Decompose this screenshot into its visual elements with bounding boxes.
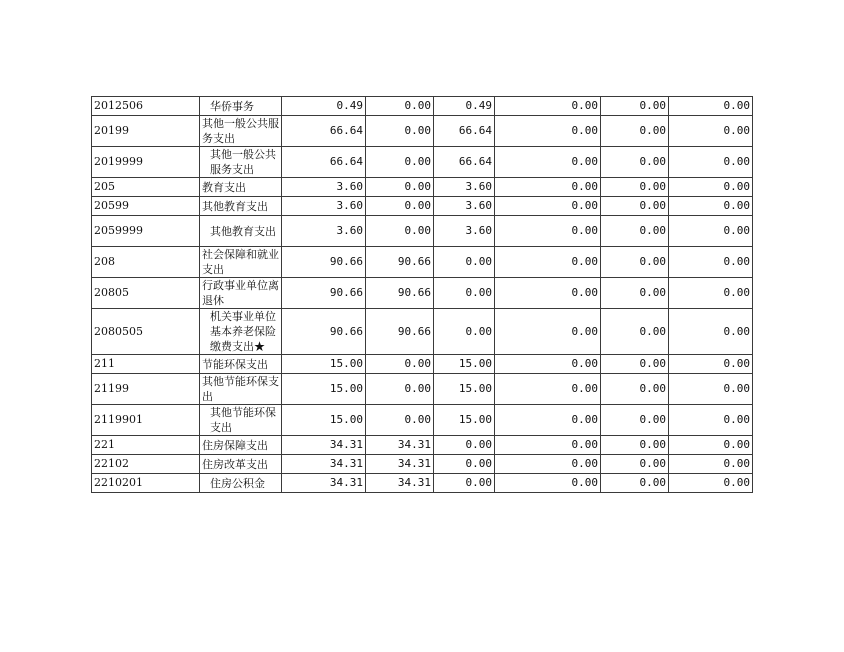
amount-cell-2: 0.00 bbox=[366, 216, 434, 247]
subject-name-cell: 其他教育支出 bbox=[200, 197, 282, 216]
amount-cell-5: 0.00 bbox=[601, 178, 669, 197]
amount-cell-5: 0.00 bbox=[601, 197, 669, 216]
amount-cell-1: 90.66 bbox=[282, 309, 366, 355]
amount-cell-3: 66.64 bbox=[434, 147, 495, 178]
amount-cell-5: 0.00 bbox=[601, 436, 669, 455]
amount-cell-5: 0.00 bbox=[601, 147, 669, 178]
subject-name-cell: 教育支出 bbox=[200, 178, 282, 197]
table-row bbox=[92, 278, 753, 309]
amount-cell-2: 34.31 bbox=[366, 455, 434, 474]
amount-cell-1: 34.31 bbox=[282, 455, 366, 474]
amount-cell-5: 0.00 bbox=[601, 309, 669, 355]
subject-code-cell: 221 bbox=[92, 436, 200, 455]
amount-cell-1: 3.60 bbox=[282, 178, 366, 197]
amount-cell-1: 90.66 bbox=[282, 278, 366, 309]
subject-code-cell: 2059999 bbox=[92, 216, 200, 247]
subject-name-cell: 其他一般公共服务支出 bbox=[200, 147, 282, 178]
amount-cell-6: 0.00 bbox=[669, 474, 753, 493]
subject-code-cell: 211 bbox=[92, 355, 200, 374]
amount-cell-4: 0.00 bbox=[495, 178, 601, 197]
amount-cell-2: 0.00 bbox=[366, 374, 434, 405]
amount-cell-1: 15.00 bbox=[282, 355, 366, 374]
subject-code-cell: 20199 bbox=[92, 116, 200, 147]
amount-cell-6: 0.00 bbox=[669, 216, 753, 247]
table-row bbox=[92, 147, 753, 178]
amount-cell-3: 15.00 bbox=[434, 355, 495, 374]
amount-cell-6: 0.00 bbox=[669, 455, 753, 474]
amount-cell-3: 3.60 bbox=[434, 178, 495, 197]
amount-cell-4: 0.00 bbox=[495, 374, 601, 405]
subject-code-cell: 21199 bbox=[92, 374, 200, 405]
table-row bbox=[92, 309, 753, 355]
amount-cell-2: 90.66 bbox=[366, 309, 434, 355]
amount-cell-5: 0.00 bbox=[601, 405, 669, 436]
amount-cell-5: 0.00 bbox=[601, 216, 669, 247]
amount-cell-5: 0.00 bbox=[601, 474, 669, 493]
amount-cell-5: 0.00 bbox=[601, 355, 669, 374]
amount-cell-6: 0.00 bbox=[669, 247, 753, 278]
amount-cell-4: 0.00 bbox=[495, 97, 601, 116]
amount-cell-6: 0.00 bbox=[669, 309, 753, 355]
amount-cell-2: 0.00 bbox=[366, 178, 434, 197]
amount-cell-2: 90.66 bbox=[366, 278, 434, 309]
amount-cell-5: 0.00 bbox=[601, 247, 669, 278]
amount-cell-6: 0.00 bbox=[669, 436, 753, 455]
table-row bbox=[92, 178, 753, 197]
amount-cell-3: 0.00 bbox=[434, 309, 495, 355]
amount-cell-3: 3.60 bbox=[434, 216, 495, 247]
amount-cell-2: 90.66 bbox=[366, 247, 434, 278]
amount-cell-4: 0.00 bbox=[495, 355, 601, 374]
amount-cell-6: 0.00 bbox=[669, 97, 753, 116]
subject-code-cell: 20599 bbox=[92, 197, 200, 216]
amount-cell-4: 0.00 bbox=[495, 309, 601, 355]
table-row bbox=[92, 355, 753, 374]
amount-cell-3: 0.00 bbox=[434, 455, 495, 474]
table-row bbox=[92, 97, 753, 116]
subject-name-cell: 社会保障和就业支出 bbox=[200, 247, 282, 278]
subject-code-cell: 2012506 bbox=[92, 97, 200, 116]
amount-cell-3: 0.49 bbox=[434, 97, 495, 116]
amount-cell-4: 0.00 bbox=[495, 247, 601, 278]
amount-cell-4: 0.00 bbox=[495, 147, 601, 178]
subject-name-cell: 住房保障支出 bbox=[200, 436, 282, 455]
amount-cell-2: 0.00 bbox=[366, 355, 434, 374]
table-row bbox=[92, 405, 753, 436]
amount-cell-1: 15.00 bbox=[282, 405, 366, 436]
table-row bbox=[92, 455, 753, 474]
table-row bbox=[92, 374, 753, 405]
amount-cell-1: 0.49 bbox=[282, 97, 366, 116]
subject-name-cell: 行政事业单位离退休 bbox=[200, 278, 282, 309]
subject-name-cell: 其他节能环保支出 bbox=[200, 405, 282, 436]
amount-cell-3: 0.00 bbox=[434, 474, 495, 493]
amount-cell-3: 0.00 bbox=[434, 436, 495, 455]
amount-cell-5: 0.00 bbox=[601, 278, 669, 309]
amount-cell-1: 34.31 bbox=[282, 474, 366, 493]
amount-cell-6: 0.00 bbox=[669, 116, 753, 147]
amount-cell-1: 90.66 bbox=[282, 247, 366, 278]
amount-cell-1: 66.64 bbox=[282, 147, 366, 178]
table-row bbox=[92, 436, 753, 455]
amount-cell-3: 66.64 bbox=[434, 116, 495, 147]
amount-cell-4: 0.00 bbox=[495, 197, 601, 216]
table-row bbox=[92, 216, 753, 247]
amount-cell-6: 0.00 bbox=[669, 147, 753, 178]
table-row bbox=[92, 247, 753, 278]
amount-cell-4: 0.00 bbox=[495, 436, 601, 455]
subject-name-cell: 住房改革支出 bbox=[200, 455, 282, 474]
subject-name-cell: 其他一般公共服务支出 bbox=[200, 116, 282, 147]
amount-cell-4: 0.00 bbox=[495, 405, 601, 436]
amount-cell-2: 34.31 bbox=[366, 474, 434, 493]
budget-table bbox=[91, 96, 753, 493]
amount-cell-6: 0.00 bbox=[669, 374, 753, 405]
amount-cell-4: 0.00 bbox=[495, 116, 601, 147]
amount-cell-3: 15.00 bbox=[434, 374, 495, 405]
amount-cell-3: 0.00 bbox=[434, 247, 495, 278]
amount-cell-6: 0.00 bbox=[669, 405, 753, 436]
table-row bbox=[92, 197, 753, 216]
amount-cell-1: 15.00 bbox=[282, 374, 366, 405]
subject-name-cell: 其他教育支出 bbox=[200, 216, 282, 247]
amount-cell-6: 0.00 bbox=[669, 355, 753, 374]
amount-cell-6: 0.00 bbox=[669, 278, 753, 309]
amount-cell-1: 34.31 bbox=[282, 436, 366, 455]
subject-name-cell: 华侨事务 bbox=[200, 97, 282, 116]
amount-cell-3: 3.60 bbox=[434, 197, 495, 216]
subject-name-cell: 节能环保支出 bbox=[200, 355, 282, 374]
subject-code-cell: 20805 bbox=[92, 278, 200, 309]
subject-name-cell: 住房公积金 bbox=[200, 474, 282, 493]
subject-name-cell: 机关事业单位基本养老保险缴费支出★ bbox=[200, 309, 282, 355]
subject-code-cell: 208 bbox=[92, 247, 200, 278]
amount-cell-4: 0.00 bbox=[495, 216, 601, 247]
subject-code-cell: 2080505 bbox=[92, 309, 200, 355]
subject-code-cell: 2019999 bbox=[92, 147, 200, 178]
subject-code-cell: 2119901 bbox=[92, 405, 200, 436]
amount-cell-5: 0.00 bbox=[601, 116, 669, 147]
amount-cell-2: 34.31 bbox=[366, 436, 434, 455]
budget-table-sheet bbox=[91, 96, 753, 493]
amount-cell-1: 3.60 bbox=[282, 197, 366, 216]
table-row bbox=[92, 116, 753, 147]
subject-code-cell: 205 bbox=[92, 178, 200, 197]
amount-cell-3: 15.00 bbox=[434, 405, 495, 436]
amount-cell-5: 0.00 bbox=[601, 97, 669, 116]
amount-cell-2: 0.00 bbox=[366, 197, 434, 216]
amount-cell-1: 66.64 bbox=[282, 116, 366, 147]
table-row bbox=[92, 474, 753, 493]
amount-cell-5: 0.00 bbox=[601, 374, 669, 405]
subject-code-cell: 2210201 bbox=[92, 474, 200, 493]
amount-cell-4: 0.00 bbox=[495, 474, 601, 493]
amount-cell-6: 0.00 bbox=[669, 178, 753, 197]
amount-cell-2: 0.00 bbox=[366, 405, 434, 436]
amount-cell-2: 0.00 bbox=[366, 116, 434, 147]
amount-cell-1: 3.60 bbox=[282, 216, 366, 247]
amount-cell-3: 0.00 bbox=[434, 278, 495, 309]
amount-cell-6: 0.00 bbox=[669, 197, 753, 216]
subject-name-cell: 其他节能环保支出 bbox=[200, 374, 282, 405]
amount-cell-2: 0.00 bbox=[366, 147, 434, 178]
amount-cell-2: 0.00 bbox=[366, 97, 434, 116]
amount-cell-4: 0.00 bbox=[495, 455, 601, 474]
subject-code-cell: 22102 bbox=[92, 455, 200, 474]
amount-cell-4: 0.00 bbox=[495, 278, 601, 309]
amount-cell-5: 0.00 bbox=[601, 455, 669, 474]
